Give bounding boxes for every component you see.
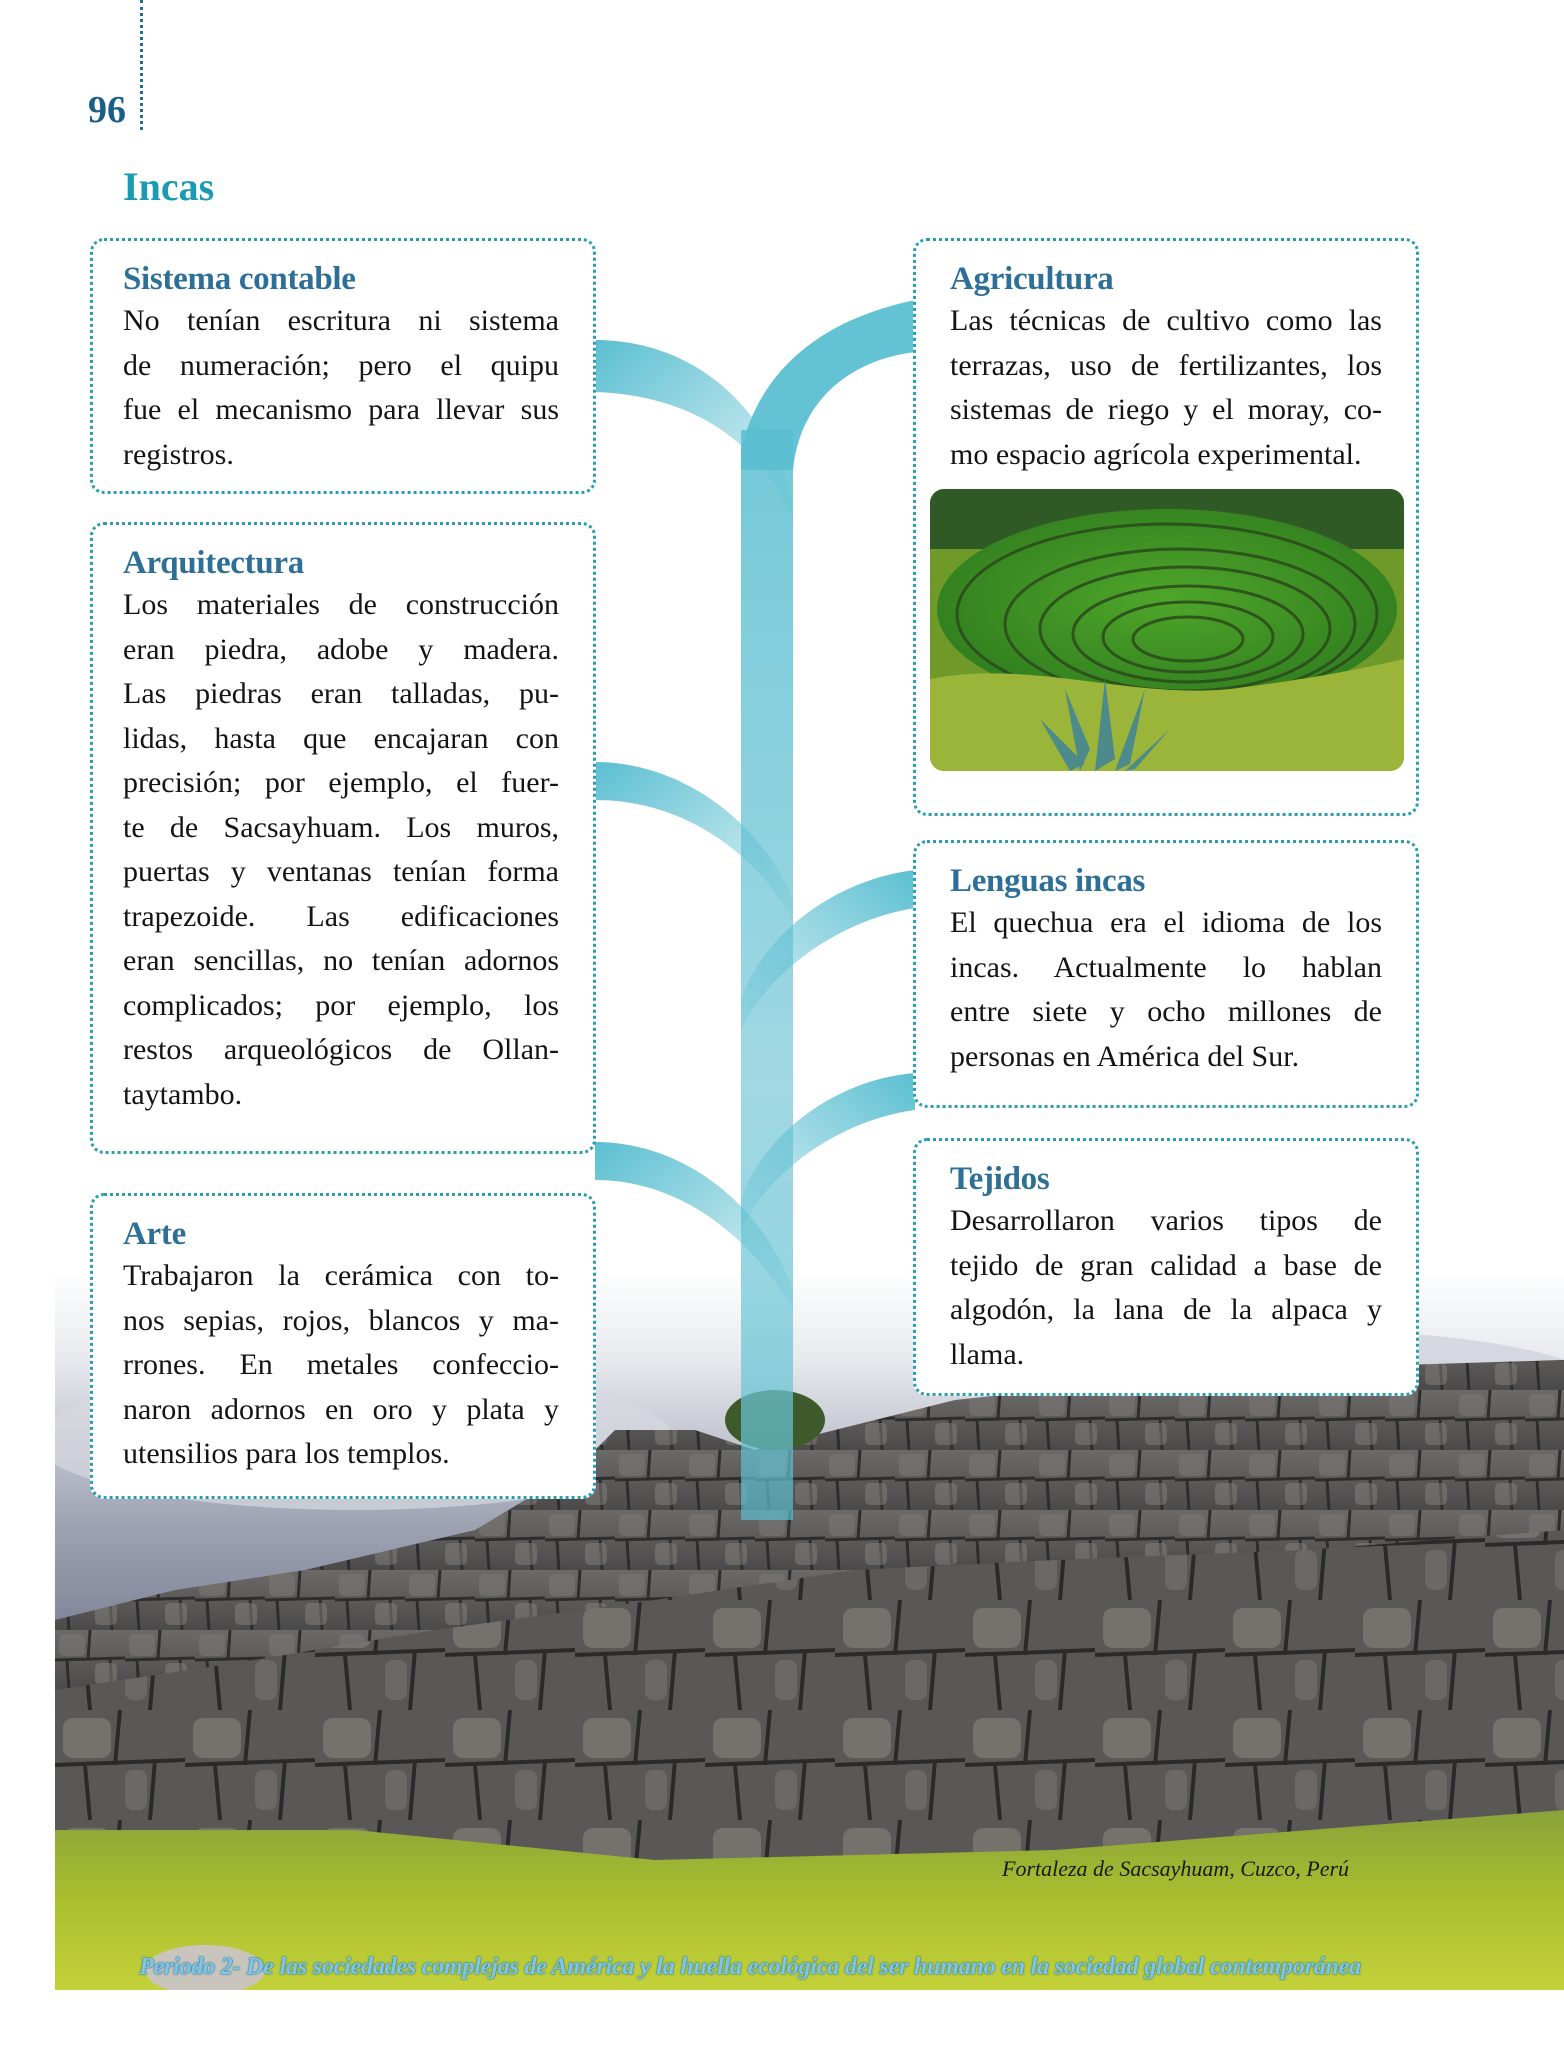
page-title: Incas — [123, 164, 215, 209]
text-line: llama. — [950, 1337, 1025, 1371]
branch-agricultura — [741, 300, 915, 470]
text-line: fue el mecanismo para llevar sus — [123, 393, 559, 426]
text-line: trapezoide. Las edificaciones — [123, 899, 559, 933]
text-line: Trabajaron la cerámica con to- — [123, 1259, 559, 1292]
text-line: te de Sacsayhuam. Los muros, — [123, 810, 559, 844]
card-text — [950, 1199, 1382, 1377]
text-line: incas. Actualmente lo hablan — [950, 950, 1382, 984]
card-arquitectura — [90, 522, 596, 1154]
text-line: precisión; por ejemplo, el fuer- — [123, 766, 559, 799]
card-title: Arquitectura — [123, 545, 304, 581]
card-arte — [90, 1193, 596, 1499]
text-line: rrones. En metales confeccio- — [123, 1348, 559, 1381]
text-line: sistemas de riego y el moray, co- — [950, 393, 1382, 426]
branch-sistema-contable — [595, 340, 793, 520]
footer-period-text: Periodo 2- De las sociedades complejas de América y la huella ecológica del ser humano en la sociedad global contemporánea — [139, 1954, 1361, 1980]
text-line: No tenían escritura ni sistema — [123, 304, 559, 337]
text-line: terrazas, uso de fertilizantes, los — [950, 348, 1382, 382]
page-number: 96 — [88, 89, 126, 131]
text-line: puertas y ventanas tenían forma — [123, 855, 559, 888]
card-text — [950, 299, 1382, 477]
text-line: utensilios para los templos. — [123, 1437, 450, 1470]
text-line: Los materiales de construcción — [123, 588, 559, 621]
text-line: El quechua era el idioma de los — [950, 906, 1382, 939]
branch-tejidos — [741, 1073, 915, 1230]
card-title: Sistema contable — [123, 261, 356, 297]
card-title: Arte — [123, 1216, 186, 1252]
text-line: complicados; por ejemplo, los — [123, 988, 559, 1022]
text-line: restos arqueológicos de Ollan- — [123, 1033, 559, 1066]
photo-caption: Fortaleza de Sacsayhuam, Cuzco, Perú — [1002, 1856, 1350, 1881]
branch-arquitectura — [595, 762, 793, 920]
text-line: algodón, la lana de la alpaca y — [950, 1293, 1382, 1326]
text-line: nos sepias, rojos, blancos y ma- — [123, 1303, 559, 1337]
text-line: entre siete y ocho millones de — [950, 995, 1382, 1028]
card-tejidos — [913, 1138, 1419, 1396]
card-title: Agricultura — [950, 261, 1114, 297]
card-sistema-contable — [90, 238, 596, 494]
text-line: mo espacio agrícola experimental. — [950, 437, 1362, 471]
text-line: Desarrollaron varios tipos de — [950, 1204, 1382, 1237]
card-text — [950, 901, 1382, 1079]
text-line: de numeración; pero el quipu — [123, 348, 559, 382]
card-title: Tejidos — [950, 1161, 1050, 1197]
text-line: tejido de gran calidad a base de — [950, 1248, 1382, 1282]
branch-lenguas — [741, 870, 915, 1030]
text-line: taytambo. — [123, 1077, 243, 1111]
text-line: eran piedra, adobe y madera. — [123, 632, 559, 666]
text-line: personas en América del Sur. — [950, 1039, 1300, 1073]
page-dotted-rule — [140, 0, 143, 130]
moray-terraces-photo — [930, 489, 1404, 771]
card-title: Lenguas incas — [950, 863, 1146, 899]
text-line: Las piedras eran talladas, pu- — [123, 677, 559, 710]
text-line: lidas, hasta que encajaran con — [123, 721, 559, 755]
card-lenguas-incas — [913, 840, 1419, 1108]
text-line: eran sencillas, no tenían adornos — [123, 944, 559, 977]
card-text — [123, 299, 559, 477]
card-text — [123, 1254, 559, 1477]
card-agricultura — [913, 238, 1419, 816]
card-text — [123, 583, 559, 1117]
text-line: Las técnicas de cultivo como las — [950, 304, 1382, 337]
text-line: naron adornos en oro y plata y — [123, 1392, 559, 1426]
text-line: registros. — [123, 437, 234, 471]
